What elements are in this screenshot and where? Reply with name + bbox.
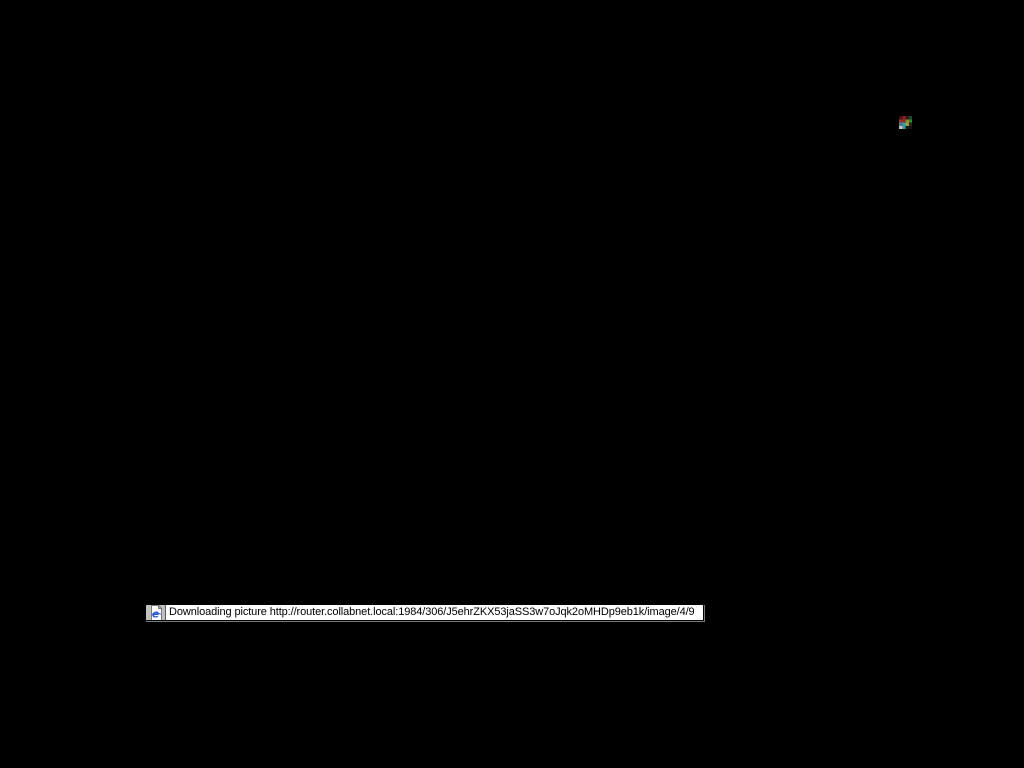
image-tile-mosaic [899, 116, 912, 129]
ie-document-icon [146, 605, 166, 620]
svg-text:e: e [151, 608, 159, 620]
download-status-tooltip [145, 604, 704, 621]
download-status-text: Downloading picture http://router.collabnet.local:1984/306/J5ehrZKX53jaSS3w7oJqk2oMHDp9eb1k/image/4/9 [169, 606, 695, 618]
image-tile-icon [899, 116, 912, 129]
